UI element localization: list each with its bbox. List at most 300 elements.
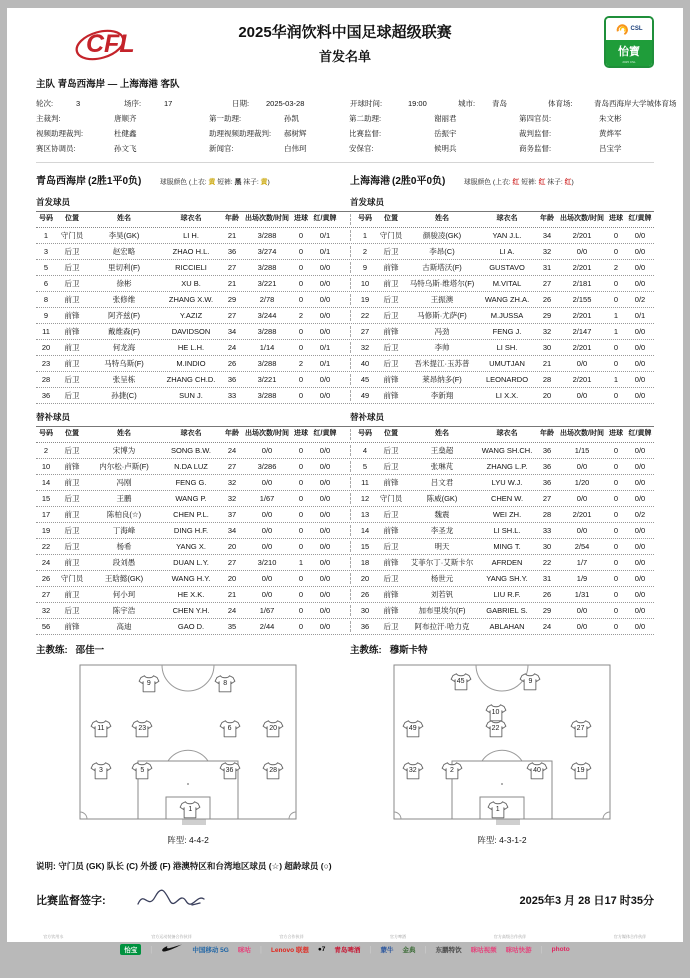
player-shirt-name: XU B. [181, 278, 201, 288]
player-goals: 0 [613, 589, 619, 599]
column-header: 红/黄牌 [628, 430, 652, 438]
player-age: 29 [542, 605, 552, 615]
info-value: 孙凯 [284, 114, 299, 123]
player-shirt-name: FENG J. [492, 326, 522, 336]
player-age: 31 [542, 573, 552, 583]
player-position: 前卫 [383, 278, 399, 288]
player-position: 前锋 [383, 262, 399, 272]
player-goals: 0 [298, 230, 304, 240]
yibao-text: 怡寶 [606, 40, 652, 60]
player-shirt-name: LYU W.J. [491, 477, 523, 487]
player-cards: 0/0 [634, 461, 646, 471]
sponsor-logo: Lenovo 联想 [270, 947, 309, 954]
player-shirt-name: RICCIELI [175, 262, 207, 272]
player-shirt-name: GABRIEL S. [486, 605, 528, 615]
player-goals: 0 [298, 246, 304, 256]
player-cards: 0/2 [634, 294, 646, 304]
player-row [36, 276, 654, 292]
shirt-number: 1 [188, 806, 193, 814]
player-apps: 1/67 [259, 493, 275, 503]
signature-label: 比赛监督签字: [36, 895, 106, 907]
player-apps: 3/288 [257, 390, 277, 400]
column-header: 年龄 [225, 215, 239, 223]
player-number: 10 [360, 278, 370, 288]
player-age: 20 [542, 390, 552, 400]
info-label: 新闻官: [209, 144, 234, 153]
info-value: 朱文彬 [599, 114, 622, 123]
player-shirt-name: LEONARDO [485, 374, 529, 384]
player-apps: 0/0 [576, 605, 588, 615]
player-shirt [131, 761, 153, 781]
sponsor-logos-row [36, 944, 654, 955]
player-number: 26 [41, 573, 51, 583]
player-goals: 0 [298, 326, 304, 336]
svg-text:CFL: CFL [86, 30, 135, 58]
player-cards: 0/0 [319, 621, 331, 631]
signature-row [36, 888, 654, 912]
player-apps: 2/201 [572, 230, 592, 240]
player-age: 24 [542, 621, 552, 631]
player-cards: 0/0 [319, 589, 331, 599]
shirt-number: 6 [227, 725, 232, 733]
info-row [36, 141, 654, 156]
sponsor-logo: 咪咕 [237, 947, 251, 954]
player-number: 15 [360, 541, 370, 551]
player-apps: 3/288 [257, 326, 277, 336]
player-age: 26 [542, 589, 552, 599]
home-team-name: 青岛西海岸 [36, 176, 86, 187]
player-apps: 0/0 [261, 589, 273, 599]
player-position: 守门员 [60, 573, 84, 583]
player-number: 24 [41, 557, 51, 567]
player-shirt-name: SUN J. [179, 390, 203, 400]
player-position: 前锋 [383, 477, 399, 487]
shirt-number: 40 [533, 767, 541, 775]
player-name: 王燊超 [430, 445, 454, 455]
player-shirt-name: CHEN P.L. [173, 509, 209, 519]
shirt-number: 28 [269, 767, 277, 775]
player-name: 马修斯·尤萨(F) [417, 310, 467, 320]
player-goals: 0 [613, 557, 619, 567]
player-row [36, 603, 654, 619]
player-goals: 0 [613, 230, 619, 240]
player-goals: 0 [613, 621, 619, 631]
player-age: 27 [227, 262, 237, 272]
player-shirt-name: WANG P. [175, 493, 207, 503]
player-age: 34 [227, 326, 237, 336]
player-age: 21 [227, 589, 237, 599]
home-coach-name: 邵佳一 [75, 645, 105, 656]
player-number: 23 [41, 358, 51, 368]
player-cards: 0/1 [634, 310, 646, 320]
player-row [36, 587, 654, 603]
shirt-number: 23 [138, 725, 147, 733]
player-cards: 0/0 [319, 477, 331, 487]
kit-color-text: 短裤: [519, 179, 539, 186]
player-age: 21 [542, 358, 552, 368]
column-header: 姓名 [435, 215, 449, 223]
player-row [36, 372, 654, 388]
player-name: 陈柏良(☆) [106, 509, 142, 519]
player-position: 后卫 [64, 493, 80, 503]
player-age: 34 [227, 525, 237, 535]
player-cards: 0/0 [319, 310, 331, 320]
info-label: 开球时间: [350, 99, 383, 108]
player-cards: 0/0 [319, 262, 331, 272]
player-cards: 0/0 [634, 445, 646, 455]
player-number: 26 [360, 589, 370, 599]
player-cards: 0/0 [634, 262, 646, 272]
player-apps: 3/288 [257, 230, 277, 240]
sponsor-separator: | [150, 945, 153, 954]
player-position: 后卫 [383, 358, 399, 368]
player-age: 26 [542, 294, 552, 304]
player-number: 45 [360, 374, 370, 384]
player-age: 29 [227, 294, 237, 304]
player-name: 何龙海 [112, 342, 136, 352]
shirt-number: 9 [528, 678, 533, 686]
player-cards: 0/1 [319, 358, 331, 368]
player-shirt-name: LI SH.L. [493, 525, 521, 535]
column-header: 位置 [384, 215, 398, 223]
player-age: 32 [542, 326, 552, 336]
player-age: 36 [227, 246, 237, 256]
column-header: 位置 [384, 430, 398, 438]
player-goals: 0 [298, 541, 304, 551]
player-position: 后卫 [64, 525, 80, 535]
csl-swirl-icon [616, 23, 629, 36]
player-shirt [214, 674, 236, 694]
player-number: 20 [360, 573, 370, 583]
player-age: 21 [227, 278, 237, 288]
player-cards: 0/0 [319, 445, 331, 455]
player-goals: 0 [298, 605, 304, 615]
player-apps: 0/0 [576, 461, 588, 471]
column-header: 号码 [358, 215, 372, 223]
player-number: 1 [43, 230, 49, 240]
column-header: 年龄 [225, 430, 239, 438]
player-age: 21 [227, 230, 237, 240]
player-goals: 0 [298, 374, 304, 384]
player-cards: 0/0 [634, 374, 646, 384]
player-shirt-name: GAO D. [177, 621, 205, 631]
player-age: 36 [542, 461, 552, 471]
player-goals: 1 [613, 326, 619, 336]
player-age: 36 [227, 374, 237, 384]
player-position: 后卫 [64, 246, 80, 256]
player-position: 后卫 [64, 278, 80, 288]
info-value: 郝树辉 [284, 129, 307, 138]
player-position: 守门员 [60, 230, 84, 240]
player-apps: 0/0 [261, 477, 273, 487]
player-goals: 0 [298, 390, 304, 400]
info-label: 第四官员: [519, 114, 552, 123]
player-cards: 0/0 [319, 541, 331, 551]
player-position: 后卫 [64, 262, 80, 272]
player-name: 李圣龙 [430, 525, 454, 535]
player-name: 陈威(GK) [426, 493, 458, 503]
player-shirt-name: HE X.K. [177, 589, 205, 599]
player-apps: 3/210 [257, 557, 277, 567]
player-apps: 0/0 [261, 445, 273, 455]
starters-table [36, 211, 654, 404]
info-label: 体育场: [548, 99, 573, 108]
player-number: 36 [41, 390, 51, 400]
info-row [36, 126, 654, 141]
player-number: 22 [360, 310, 370, 320]
player-age: 27 [542, 278, 552, 288]
info-value: 杜健鑫 [114, 129, 137, 138]
player-number: 22 [41, 541, 51, 551]
section-divider [36, 162, 654, 163]
sponsor-logo: photo [551, 946, 570, 953]
player-name: 张琳芃 [430, 461, 454, 471]
player-goals: 0 [298, 621, 304, 631]
player-number: 8 [43, 294, 49, 304]
sponsor-tier-labels [36, 934, 654, 940]
player-number: 1 [362, 230, 368, 240]
player-number: 3 [43, 246, 49, 256]
player-name: 陈宇浩 [112, 605, 136, 615]
player-position: 前锋 [64, 310, 80, 320]
away-team-name: 上海海港 [350, 176, 390, 187]
column-header: 红/黄牌 [313, 430, 337, 438]
sponsor-logo: 咪咕视频 [470, 947, 497, 954]
player-shirt-name: SONG B.W. [170, 445, 211, 455]
player-apps: 1/31 [574, 589, 590, 599]
player-position: 后卫 [383, 342, 399, 352]
player-cards: 0/0 [634, 278, 646, 288]
player-apps: 0/0 [576, 358, 588, 368]
player-apps: 0/0 [576, 246, 588, 256]
player-goals: 0 [613, 246, 619, 256]
player-number: 14 [360, 525, 370, 535]
sponsor-separator: | [369, 945, 372, 954]
sponsor-tier-label: 官方啤酒 [390, 934, 407, 939]
sheet-title: 首发名单 [318, 49, 371, 64]
sponsor-logo: 青岛啤酒 [334, 947, 361, 954]
player-number: 9 [362, 262, 368, 272]
kit-color-text: 黑 [234, 179, 242, 186]
player-age: 22 [542, 557, 552, 567]
info-label: 视频助理裁判: [36, 129, 84, 138]
player-position: 守门员 [379, 493, 403, 503]
matchup-line: 主队 青岛西海岸 — 上海海港 客队 [36, 79, 180, 90]
info-label: 安保官: [349, 144, 374, 153]
column-header: 进球 [609, 215, 623, 223]
kit-color-text: 短裤: [215, 179, 235, 186]
player-shirt-name: Y.AZIZ [179, 310, 203, 320]
player-cards: 0/0 [634, 246, 646, 256]
column-header: 号码 [39, 215, 53, 223]
player-age: 24 [227, 605, 237, 615]
player-row [36, 443, 654, 459]
player-row [36, 491, 654, 507]
player-shirt [131, 719, 153, 739]
player-goals: 0 [298, 262, 304, 272]
player-cards: 0/2 [634, 509, 646, 519]
info-value: 吕宝学 [599, 144, 622, 153]
kit-color-text: 红 [564, 179, 572, 186]
info-label: 轮次: [36, 99, 54, 108]
player-shirt-name: DAVIDSON [171, 326, 211, 336]
player-cards: 0/0 [634, 342, 646, 352]
player-shirt-name: LI SH. [496, 342, 518, 352]
player-shirt-name: LI X.X. [495, 390, 519, 400]
player-cards: 0/0 [634, 358, 646, 368]
player-number: 4 [362, 445, 368, 455]
player-number: 15 [41, 493, 51, 503]
player-shirt-name: UMUTJAN [489, 358, 525, 368]
player-number: 2 [43, 445, 49, 455]
player-position: 后卫 [383, 461, 399, 471]
player-name: 李昂(C) [429, 246, 455, 256]
player-number: 10 [41, 461, 51, 471]
sponsor-logo: ●7 [317, 946, 326, 953]
player-name: 赵宏略 [112, 246, 136, 256]
info-value: 孙文飞 [114, 144, 137, 153]
player-name: 冯刚 [116, 477, 132, 487]
sponsor-tier-label: 官方饮用水 [43, 934, 64, 939]
player-goals: 0 [613, 605, 619, 615]
player-age: 20 [227, 573, 237, 583]
player-name: 古斯塔沃(F) [422, 262, 462, 272]
sponsor-tier-label: 官方合作伙伴 [279, 934, 304, 939]
player-cards: 0/0 [634, 326, 646, 336]
player-cards: 0/0 [319, 525, 331, 535]
player-goals: 0 [298, 445, 304, 455]
player-age: 36 [542, 445, 552, 455]
player-name: 冯劲 [434, 326, 450, 336]
csl-yibao-badge [604, 16, 654, 68]
player-shirt-name: ZHANG CH.D. [166, 374, 216, 384]
player-number: 49 [360, 390, 370, 400]
shirt-number: 45 [456, 678, 465, 686]
player-age: 24 [227, 342, 237, 352]
info-value: 青岛 [492, 99, 507, 108]
sponsor-separator: | [540, 945, 543, 954]
player-shirt-name: HE L.H. [177, 342, 205, 352]
player-apps: 1/15 [574, 445, 590, 455]
player-name: 王鹏 [116, 493, 132, 503]
player-number: 27 [41, 589, 51, 599]
player-name: 魏震 [434, 509, 450, 519]
player-apps: 1/7 [576, 557, 588, 567]
column-header: 进球 [609, 430, 623, 438]
coach-label: 主教练: [350, 645, 382, 656]
player-position: 前锋 [64, 461, 80, 471]
player-number: 11 [361, 477, 369, 487]
player-shirt-name: LIU R.F. [493, 589, 521, 599]
column-header: 号码 [39, 430, 53, 438]
player-position: 前卫 [64, 557, 80, 567]
player-position: 前锋 [383, 525, 399, 535]
kit-color-text: 黄 [260, 179, 268, 186]
away-coach-name: 穆斯卡特 [389, 645, 428, 656]
player-goals: 0 [298, 493, 304, 503]
sponsor-logo: 怡宝 [120, 944, 141, 955]
player-row [36, 228, 654, 244]
info-label: 商务监督: [519, 144, 552, 153]
coach-label: 主教练: [36, 645, 68, 656]
shirt-number: 10 [491, 708, 500, 716]
info-label: 助理视频助理裁判: [209, 129, 272, 138]
player-position: 前卫 [64, 509, 80, 519]
column-header: 球衣名 [180, 215, 202, 223]
player-apps: 2/201 [572, 509, 592, 519]
player-age: 33 [227, 390, 237, 400]
player-cards: 0/0 [634, 390, 646, 400]
player-apps: 3/288 [257, 358, 277, 368]
home-team-header [36, 171, 340, 189]
player-position: 前卫 [64, 589, 80, 599]
player-cards: 0/0 [319, 390, 331, 400]
sponsor-logo: 咪咕快游 [505, 947, 532, 954]
player-shirt-name: AFRDEN [491, 557, 523, 567]
legend-note: 说明: 守门员 (GK) 队长 (C) 外援 (F) 港澳特区和台湾地区球员 (☆) 超龄球员 (○) [36, 861, 332, 871]
player-shirt [487, 800, 509, 820]
player-position: 后卫 [64, 374, 80, 384]
sponsor-separator: | [424, 945, 427, 954]
player-apps: 0/0 [576, 493, 588, 503]
player-row [36, 539, 654, 555]
player-name: 里切利(F) [107, 262, 141, 272]
player-name: 李昊(GK) [108, 230, 140, 240]
player-position: 前卫 [64, 294, 80, 304]
player-cards: 0/0 [319, 461, 331, 471]
info-label: 场序: [124, 99, 142, 108]
player-shirt-name: FENG G. [175, 477, 207, 487]
player-shirt-name: LI A. [499, 246, 515, 256]
player-goals: 0 [298, 342, 304, 352]
player-apps: 2/201 [572, 310, 592, 320]
player-number: 32 [360, 342, 370, 352]
player-shirt-name: CHEN W. [490, 493, 524, 503]
player-goals: 0 [298, 278, 304, 288]
player-position: 前卫 [64, 358, 80, 368]
home-pitch [79, 664, 297, 826]
player-name: 加布里埃尔(F) [418, 605, 466, 615]
column-header: 姓名 [435, 430, 449, 438]
player-number: 12 [360, 493, 370, 503]
player-cards: 0/0 [319, 605, 331, 615]
player-name: 艾菲尔丁·艾斯卡尔 [410, 557, 474, 567]
player-name: 宋博为 [112, 445, 136, 455]
player-shirt-name: WANG SH.CH. [481, 445, 533, 455]
player-position: 前锋 [64, 621, 80, 631]
home-formation: 阵型: 4-4-2 [167, 835, 209, 845]
player-position: 前锋 [383, 390, 399, 400]
player-apps: 2/201 [572, 262, 592, 272]
player-age: 29 [542, 310, 552, 320]
player-number: 11 [42, 326, 50, 336]
player-age: 33 [542, 525, 552, 535]
shirt-number: 27 [576, 725, 585, 733]
sheet-header [36, 16, 654, 68]
nike-swoosh-icon [161, 944, 183, 955]
player-goals: 0 [613, 390, 619, 400]
player-name: 王振澳 [430, 294, 454, 304]
player-apps: 2/147 [572, 326, 592, 336]
player-apps: 0/0 [261, 525, 273, 535]
player-apps: 2/44 [259, 621, 275, 631]
player-shirt-name: ABLAHAN [489, 621, 525, 631]
player-shirt [179, 800, 201, 820]
player-apps: 3/288 [257, 262, 277, 272]
column-header: 年龄 [540, 430, 554, 438]
player-row [36, 571, 654, 587]
player-row [36, 523, 654, 539]
